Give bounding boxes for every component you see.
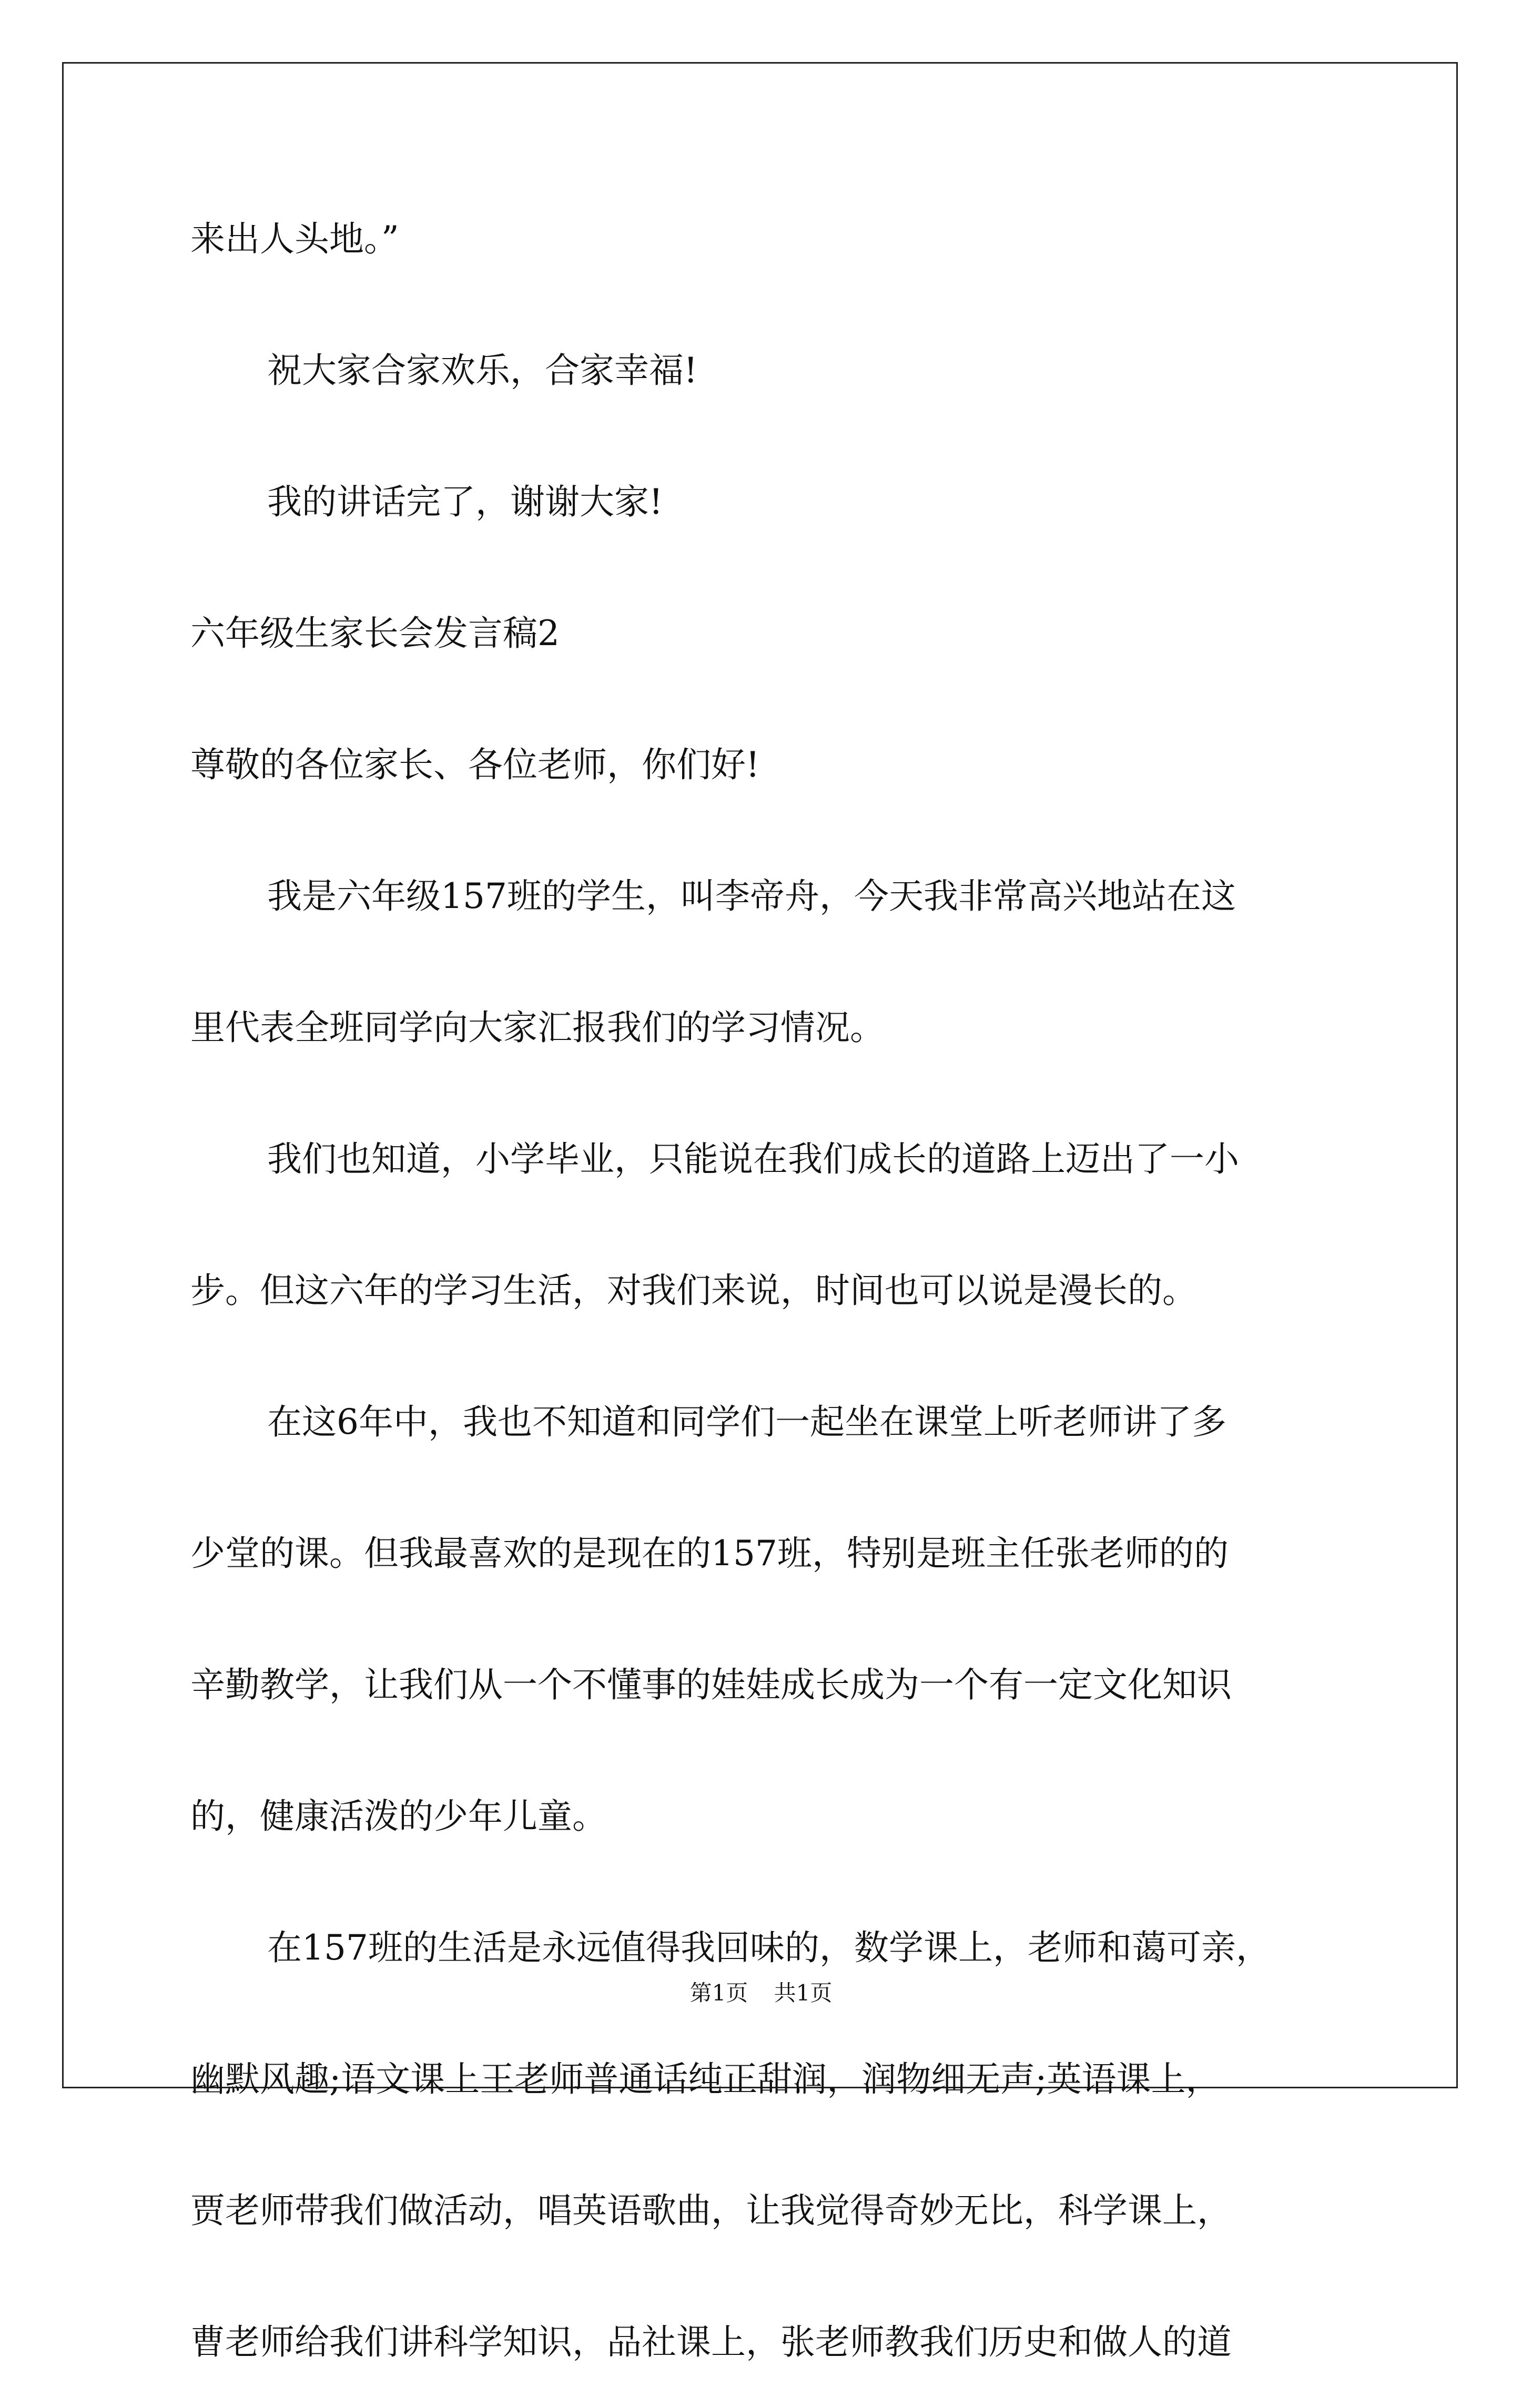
document-body [190, 174, 1347, 2408]
text-line: 里代表全班同学向大家汇报我们的学习情况。 [190, 1007, 885, 1048]
salutation: 尊敬的各位家长、各位老师，你们好! [190, 744, 760, 785]
page-number-current: 第1页 [689, 1980, 748, 2006]
text-line: 在这6年中，我也不知道和同学们一起坐在课堂上听老师讲了多 [267, 1402, 1226, 1442]
text-line: 我的讲话完了，谢谢大家! [267, 482, 663, 522]
section-heading: 六年级生家长会发言稿2 [190, 613, 560, 654]
page-number-total: 共1页 [774, 1980, 833, 2006]
text-line: 少堂的课。但我最喜欢的是现在的157班，特别是班主任张老师的的 [190, 1533, 1229, 1574]
text-line: 在157班的生活是永远值得我回味的，数学课上，老师和蔼可亲， [267, 1927, 1271, 1968]
text-line: 来出人头地。” [190, 219, 399, 259]
text-line: 幽默风趣;语文课上王老师普通话纯正甜润，润物细无声;英语课上， [190, 2059, 1221, 2099]
text-line: 我们也知道，小学毕业，只能说在我们成长的道路上迈出了一小 [267, 1139, 1239, 1179]
text-line: 我是六年级157班的学生，叫李帝舟，今天我非常高兴地站在这 [267, 876, 1236, 916]
text-line: 步。但这六年的学习生活，对我们来说，时间也可以说是漫长的。 [190, 1270, 1197, 1311]
page-footer [0, 1976, 1522, 2007]
text-line: 祝大家合家欢乐，合家幸福! [267, 350, 698, 391]
text-line: 的，健康活泼的少年儿童。 [190, 1796, 607, 1836]
text-line: 贾老师带我们做活动，唱英语歌曲，让我觉得奇妙无比，科学课上， [190, 2190, 1232, 2231]
text-line: 曹老师给我们讲科学知识，品社课上，张老师教我们历史和做人的道 [190, 2322, 1232, 2362]
text-line: 辛勤教学，让我们从一个不懂事的娃娃成长成为一个有一定文化知识 [190, 1665, 1232, 1705]
